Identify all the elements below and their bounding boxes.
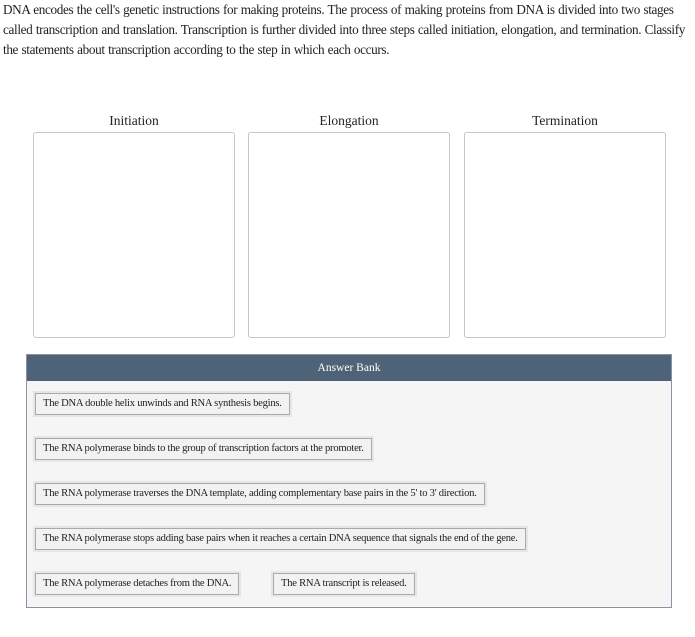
answer-chip[interactable]: The RNA polymerase binds to the group of transcription factors at the promoter. bbox=[35, 438, 372, 460]
question-prompt: DNA encodes the cell's genetic instructions for making proteins. The process of making proteins from DNA is divided into two stages called transcription and translation. Transcription is further divided into three steps called initiation, elongation, and termination. Classify the statements about transcription according to the step in which each occurs. bbox=[3, 2, 686, 57]
answer-chip[interactable]: The RNA polymerase traverses the DNA template, adding complementary base pairs in the 5' to 3' direction. bbox=[35, 483, 485, 505]
answer-bank-header: Answer Bank bbox=[27, 355, 671, 381]
answer-chip[interactable]: The RNA transcript is released. bbox=[273, 573, 415, 595]
elongation-drop-zone[interactable] bbox=[248, 132, 450, 338]
initiation-label: Initiation bbox=[109, 113, 159, 128]
answer-chip[interactable]: The DNA double helix unwinds and RNA synthesis begins. bbox=[35, 393, 290, 415]
initiation-drop-zone[interactable] bbox=[33, 132, 235, 338]
answer-chip[interactable]: The RNA polymerase stops adding base pairs when it reaches a certain DNA sequence that signals the end of the gene. bbox=[35, 528, 526, 550]
termination-label: Termination bbox=[532, 113, 598, 128]
termination-drop-zone[interactable] bbox=[464, 132, 666, 338]
answer-chip[interactable]: The RNA polymerase detaches from the DNA. bbox=[35, 573, 239, 595]
answer-bank bbox=[26, 354, 672, 608]
elongation-label: Elongation bbox=[319, 113, 379, 128]
